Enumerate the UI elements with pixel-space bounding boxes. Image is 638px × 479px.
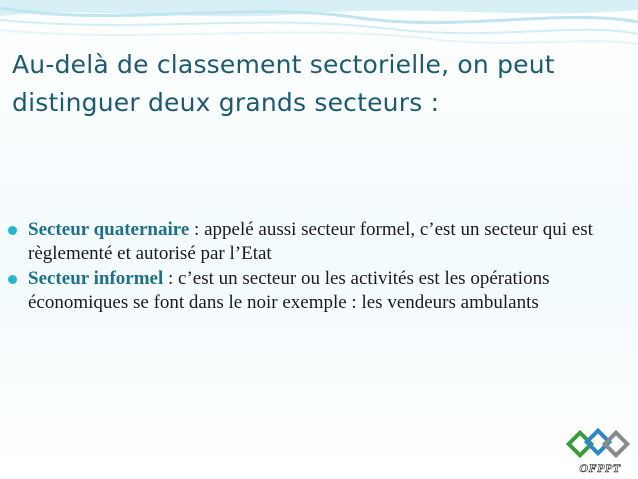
bullet-text: : c’est un secteur ou les activités est les opérations économiques se font dans le noir exemple : les vendeurs ambulants [28, 268, 550, 313]
bullet-text: : appelé aussi secteur formel, c’est un secteur qui est règlementé et autorisé par l’Etat [28, 219, 593, 264]
slide-title: Au-delà de classement sectorielle, on peut distinguer deux grands secteurs : [12, 50, 555, 117]
logo-text: OFPPT [579, 461, 621, 475]
bullet-term: Secteur quaternaire [28, 219, 190, 240]
bullet-item-quaternaire [6, 218, 616, 266]
header-waves-decoration [0, 0, 638, 48]
bullet-dot-icon [8, 275, 17, 284]
bullet-item-informel [6, 267, 616, 315]
bullet-dot-icon [8, 226, 17, 235]
bullet-list [6, 218, 616, 316]
bullet-term: Secteur informel [28, 268, 164, 289]
